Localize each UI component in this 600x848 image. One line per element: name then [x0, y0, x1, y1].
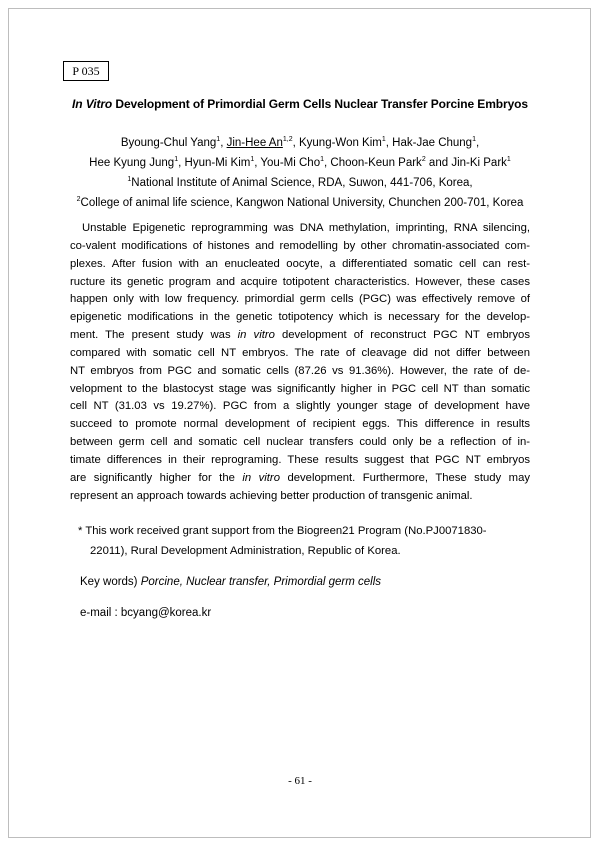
- funding-footnote: [78, 521, 530, 561]
- keywords: [80, 576, 381, 588]
- title-rest: Development of Primordial Germ Cells Nuclear Transfer Porcine Embryos: [112, 97, 528, 111]
- author-block: [40, 133, 560, 213]
- author-presenter: Jin-Hee An: [226, 137, 283, 149]
- abstract-italic: in vitro: [242, 471, 280, 484]
- author-line-1: Byoung-Chul Yang$^1$, Jin-Hee An$^{1,2}$, Kyung-Won Kim$^1$, Hak-Jae Chung$^1$,: [120, 136, 480, 149]
- abstract-line: Unstable Epigenetic reprogramming was DNA methylation, imprinting, RNA silencing,: [82, 222, 530, 234]
- abstract-line: between germ cell and somatic cell nuclear transfers could only be a reflection of in-: [70, 436, 530, 449]
- abstract-line: timate differences in their reprograming. These results suggest that PGC NT embryos: [70, 453, 530, 466]
- author: Hak-Jae Chung: [392, 137, 473, 149]
- author: Jin-Ki Park: [451, 157, 507, 169]
- abstract-text: ment. The present study was: [70, 329, 231, 342]
- affiliation-2: [40, 193, 560, 213]
- affiliation-text: National Institute of Animal Science, RDA, Suwon, 441-706, Korea,: [131, 177, 473, 189]
- author-affil: 1: [506, 156, 511, 163]
- abstract-italic: in vitro: [237, 329, 275, 342]
- affiliation-text: College of animal life science, Kangwon National University, Chunchen 200-701, Korea: [80, 197, 524, 209]
- email-line: [80, 607, 211, 619]
- abstract-text: development. Furthermore, These study may: [287, 471, 530, 484]
- abstract-line: cell NT (31.03 vs 19.27%). PGC from a slightly younger stage of development have: [70, 400, 530, 413]
- affiliation-marker: 2: [76, 196, 81, 203]
- author-affil: 1: [250, 156, 255, 163]
- author-and: and: [428, 157, 449, 169]
- author: Kyung-Won Kim: [298, 137, 382, 149]
- abstract-line: [70, 327, 530, 345]
- email-label: e-mail :: [80, 607, 118, 619]
- abstract-line: co-valent modifications of histones and remodelling by other chromatin-associated com-: [70, 239, 530, 252]
- author-affil: 1: [216, 136, 221, 143]
- author-affil: 1: [320, 156, 324, 163]
- author: Byoung-Chul Yang: [120, 137, 217, 149]
- keywords-value: Porcine, Nuclear transfer, Primordial germ cells: [140, 576, 382, 588]
- author: Hyun-Mi Kim: [184, 157, 251, 169]
- email-address[interactable]: bcyang@korea.kr: [120, 607, 212, 619]
- author-affil: 2: [421, 156, 426, 163]
- author-line-2: Hee Kyung Jung$^1$, Hyun-Mi Kim$^1$, You-Mi Cho$^1$, Choon-Keun Park$^2$ and Jin-Ki Park$^1$: [89, 156, 511, 169]
- abstract-line: NT embryos from PGC and somatic cells (87.26 vs 91.36%). However, the rate of de-: [70, 364, 530, 377]
- author-affil: 1: [174, 156, 179, 163]
- author: Choon-Keun Park: [330, 157, 422, 169]
- affiliation-1: [40, 173, 560, 193]
- affiliation-marker: 1: [127, 176, 132, 183]
- abstract-line: happen only with low frequency. primordial germ cells (PGC) was effectively remove of: [70, 293, 530, 306]
- abstract-line: represent an approach towards achieving better production of transgenic animal.: [70, 489, 473, 502]
- abstract-line: ructure its genetic program and acquire totipotent characteristics. However, these cases: [70, 275, 530, 288]
- footnote-line: 22011), Rural Development Administration, Republic of Korea.: [90, 545, 401, 557]
- author: Hee Kyung Jung: [89, 157, 175, 169]
- abstract-line: succeed to promote normal development of recipient eggs. This difference in results: [70, 418, 530, 431]
- paper-title: [40, 97, 560, 111]
- abstract-line: compared with somatic cell NT embryos. The rate of cleavage did not differ between: [70, 346, 530, 359]
- footnote-line: * This work received grant support from the Biogreen21 Program (No.PJ0071830-: [78, 525, 487, 537]
- author-affil: 1: [381, 136, 386, 143]
- author-affil: 1,2: [282, 136, 293, 143]
- abstract-line: velopment to the blastocyst stage was significantly higher in PGC cell NT than somatic: [70, 382, 530, 395]
- page-number: - 61 -: [288, 775, 312, 787]
- abstract-line: plexes. After fusion with an enucleated oocyte, a differentiated somatic cell can rest-: [70, 257, 530, 270]
- title-italic: In Vitro: [72, 97, 113, 111]
- abstract: [70, 220, 530, 506]
- presentation-code: P 035: [63, 61, 109, 81]
- abstract-line: [70, 470, 530, 488]
- abstract-text: are significantly higher for the: [70, 471, 235, 484]
- author: You-Mi Cho: [260, 157, 321, 169]
- abstract-line: epigenetic modifications in the genetic totipotency which is necessary for the develop-: [70, 311, 530, 324]
- author-affil: 1: [472, 136, 476, 143]
- keywords-label: Key words): [80, 576, 138, 588]
- abstract-text: development of reconstruct PGC NT embryos: [281, 329, 530, 342]
